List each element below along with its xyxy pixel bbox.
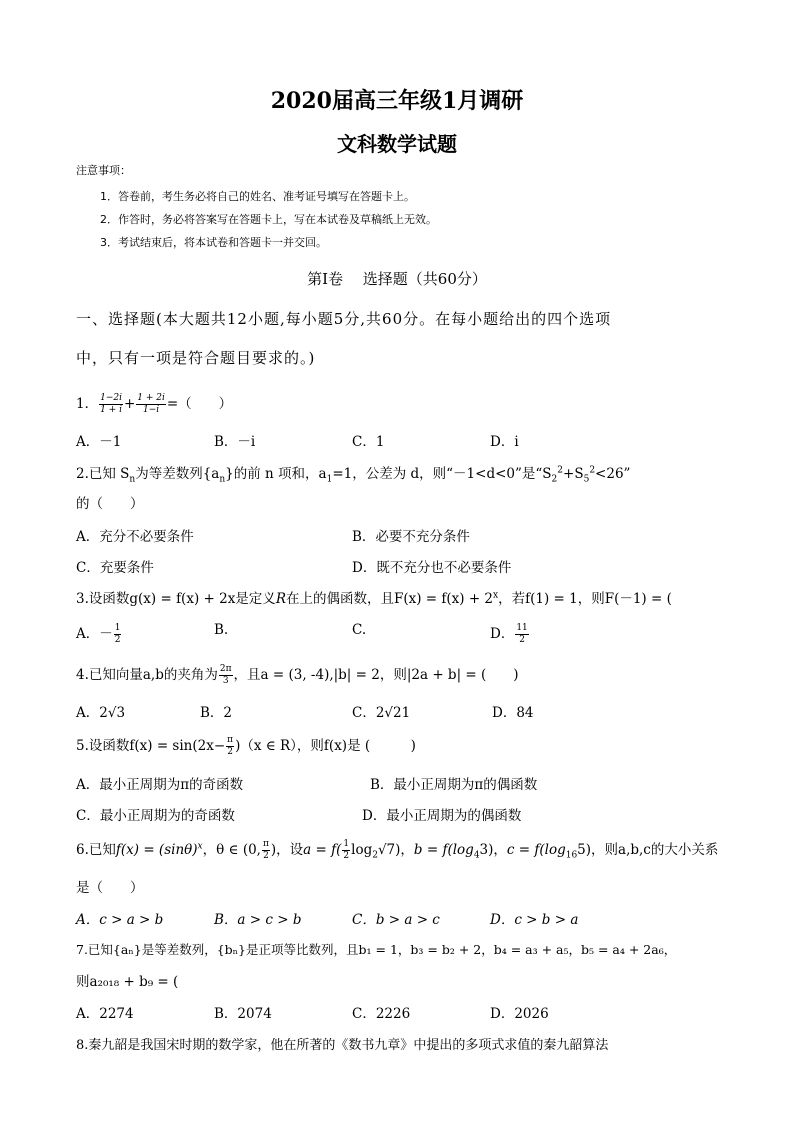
option-a: A．充分不必要条件 <box>76 529 194 545</box>
question-6: 6.已知$f(x) = (\sin\theta)^x$，θ ∈ (0, $\frac{\pi}{2}$ )，设a = f( $\frac{1}{2}$ $\log_2√7$)，$b = f(\log_43)$，$c = f(\log_{16}5)$，则a,b,c的大小关系 <box>76 839 719 861</box>
option-a: A．－1 <box>76 434 122 450</box>
option-c: C．b > a > c <box>352 912 440 928</box>
exam-title: 2020届高三年级1月调研 <box>270 88 524 114</box>
option-c: C．充要条件 <box>76 560 154 576</box>
section-title: 第Ⅰ卷 选择题（共60分） <box>307 270 487 288</box>
option-d: D．最小正周期为的偶函数 <box>362 808 522 824</box>
option-b: B．a > c > b <box>214 912 302 928</box>
option-b: B．必要不充分条件 <box>352 529 470 545</box>
option-d: D．i <box>490 434 519 450</box>
option-d: D． $\frac{11}{2}$ <box>490 623 528 645</box>
option-c: C．2226 <box>352 1006 411 1022</box>
option-a: A．c > a > b <box>76 912 164 928</box>
notice-item: 1．答卷前，考生务必将自己的姓名、准考证号填写在答题卡上。 <box>100 190 415 203</box>
question-8: 8.秦九韶是我国宋时期的数学家，他在所著的《数书九章》中提出的多项式求值的秦九韶算法 <box>76 1038 609 1053</box>
option-c: C．2√21 <box>352 705 411 721</box>
option-c: C．最小正周期为的奇函数 <box>76 808 235 824</box>
question-2: 2.已知 $S_n$为等差数列$\{a_n\}$的前 n 项和，$a_1=1$，公差为 d，则“－1<d<0”是“$S_2^2+S_5^2<26$” <box>76 465 631 485</box>
question-5: 5.设函数f(x) = sin(2x− $\frac{\pi}{2}$ )（x ∈ R），则f(x)是 ( ) <box>76 735 416 757</box>
option-b: B. <box>214 622 229 638</box>
question-7-line2: 则a₂₀₁₈ + b₉ = ( <box>76 974 179 990</box>
question-4: 4.已知向量a,b的夹角为 $\frac{2\pi}{3}$ ，且a = (3, -4),|b| = 2，则|2a + b| = ( ) <box>76 664 519 686</box>
exam-subtitle: 文科数学试题 <box>337 132 457 156</box>
question-7: 7.已知{aₙ}是等差数列，{bₙ}是正项等比数列，且b₁ = 1，b₃ = b₂ + 2，b₄ = a₃ + a₅，b₅ = a₄ + 2a₆， <box>76 942 677 957</box>
option-b: B．－i <box>214 434 256 450</box>
question-2-line2: 的（ ） <box>76 496 144 512</box>
option-c: C．1 <box>352 434 385 450</box>
option-b: B．2 <box>200 705 233 721</box>
notice-heading: 注意事项： <box>76 164 131 177</box>
option-b: B．最小正周期为π的偶函数 <box>370 777 538 793</box>
option-a: A．2274 <box>76 1006 134 1022</box>
question-1: 1． $\frac{1-2i}{1 + i}$ + $\frac{1 + 2i}{1-i}$ =（ ） <box>76 393 233 415</box>
option-a: A．－ $\frac{1}{2}$ <box>76 623 121 645</box>
option-a: A．2√3 <box>76 705 126 721</box>
part-instructions-line1: 一、选择题(本大题共12小题,每小题5分,共60分。在每小题给出的四个选项 <box>76 310 612 328</box>
option-a: A．最小正周期为π的奇函数 <box>76 777 244 793</box>
part-instructions-line2: 中，只有一项是符合题目要求的。) <box>76 349 316 367</box>
question-3: 3.设函数g(x) = f(x) + 2x是定义R在上的偶函数，且$F(x) = f(x) + 2^x$，若f(1) = 1，则F(－1) = ( <box>76 590 672 607</box>
option-d: D．既不充分也不必要条件 <box>352 560 512 576</box>
question-6-line2: 是（ ） <box>76 880 144 896</box>
option-c: C. <box>352 622 367 638</box>
notice-item: 3．考试结束后，将本试卷和答题卡一并交回。 <box>100 236 327 249</box>
option-b: B．2074 <box>214 1006 272 1022</box>
option-d: D．84 <box>492 705 534 721</box>
notice-item: 2．作答时，务必将答案写在答题卡上，写在本试卷及草稿纸上无效。 <box>100 213 437 226</box>
option-d: D．2026 <box>490 1006 549 1022</box>
option-d: D．c > b > a <box>490 912 579 928</box>
